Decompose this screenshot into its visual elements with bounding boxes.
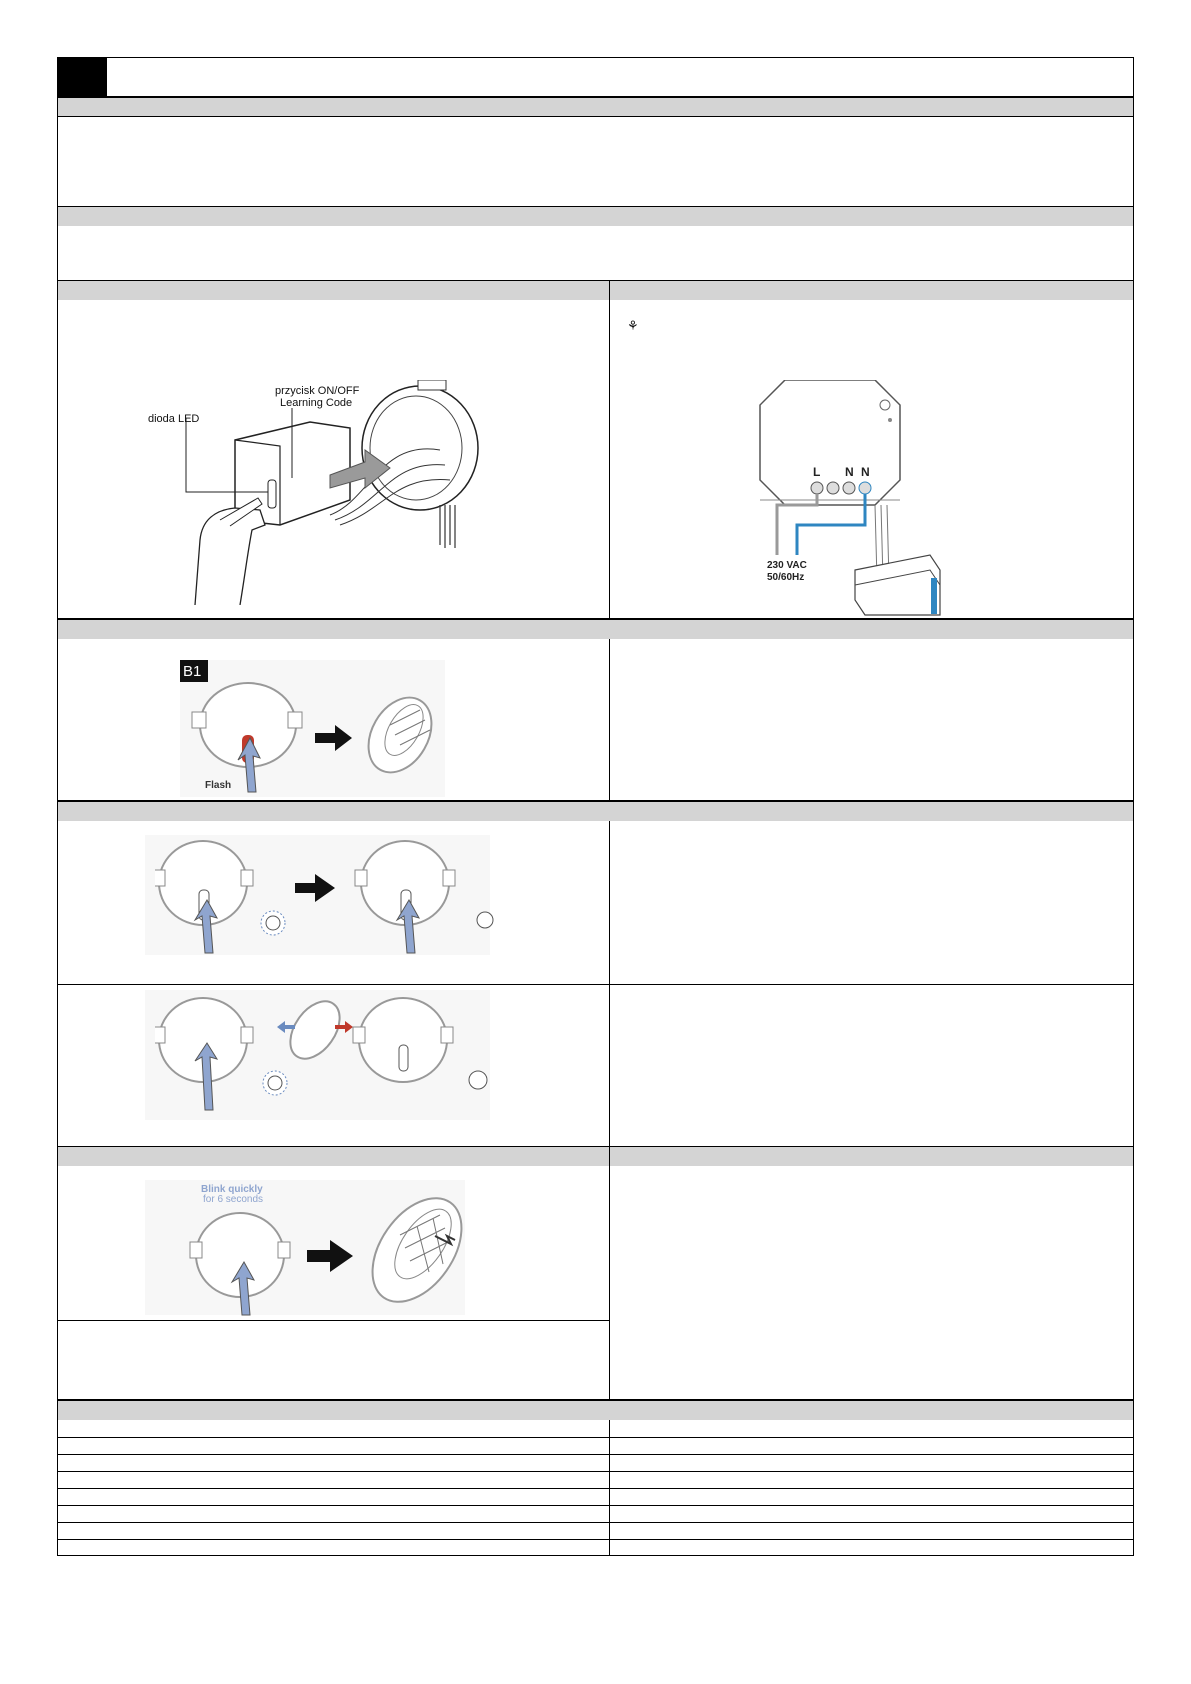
text-block-1 (57, 117, 1134, 207)
module-install-illustration (140, 380, 500, 605)
section-bar-2 (57, 206, 1134, 227)
terminal-N2-label: N (861, 465, 870, 479)
fan-symbol-icon: ⚘ (627, 318, 639, 333)
section-bar-7 (57, 1400, 1134, 1421)
voltage-label: 230 VAC (767, 560, 807, 571)
step-b1-label: B1 (183, 663, 202, 680)
reset-diagram (185, 1180, 475, 1320)
section-bar-1 (57, 97, 1134, 117)
remote-pairing-diagram (155, 995, 495, 1120)
blink-label-line2: for 6 seconds (203, 1194, 264, 1205)
pairing-diagram (190, 680, 450, 798)
title-row (57, 57, 1134, 97)
flash-label: Flash (205, 780, 232, 791)
section-bar-6 (57, 1146, 1134, 1167)
section-bar-3 (57, 280, 1134, 301)
led-diode-label: dioda LED (148, 413, 200, 425)
blink-label-line1: Blink quickly (201, 1184, 263, 1195)
terminal-L-label: L (813, 465, 821, 479)
wiring-diagram (755, 380, 965, 620)
section-bar-4 (57, 619, 1134, 640)
section-bar-5 (57, 801, 1134, 822)
onoff-diagram (155, 838, 495, 958)
frequency-label: 50/60Hz (767, 572, 805, 583)
title-black-box (58, 58, 107, 97)
button-label-line1: przycisk ON/OFF (275, 385, 360, 397)
button-label-line2: Learning Code (280, 397, 353, 409)
text-block-2 (57, 226, 1134, 281)
terminal-N1-label: N (845, 465, 854, 479)
